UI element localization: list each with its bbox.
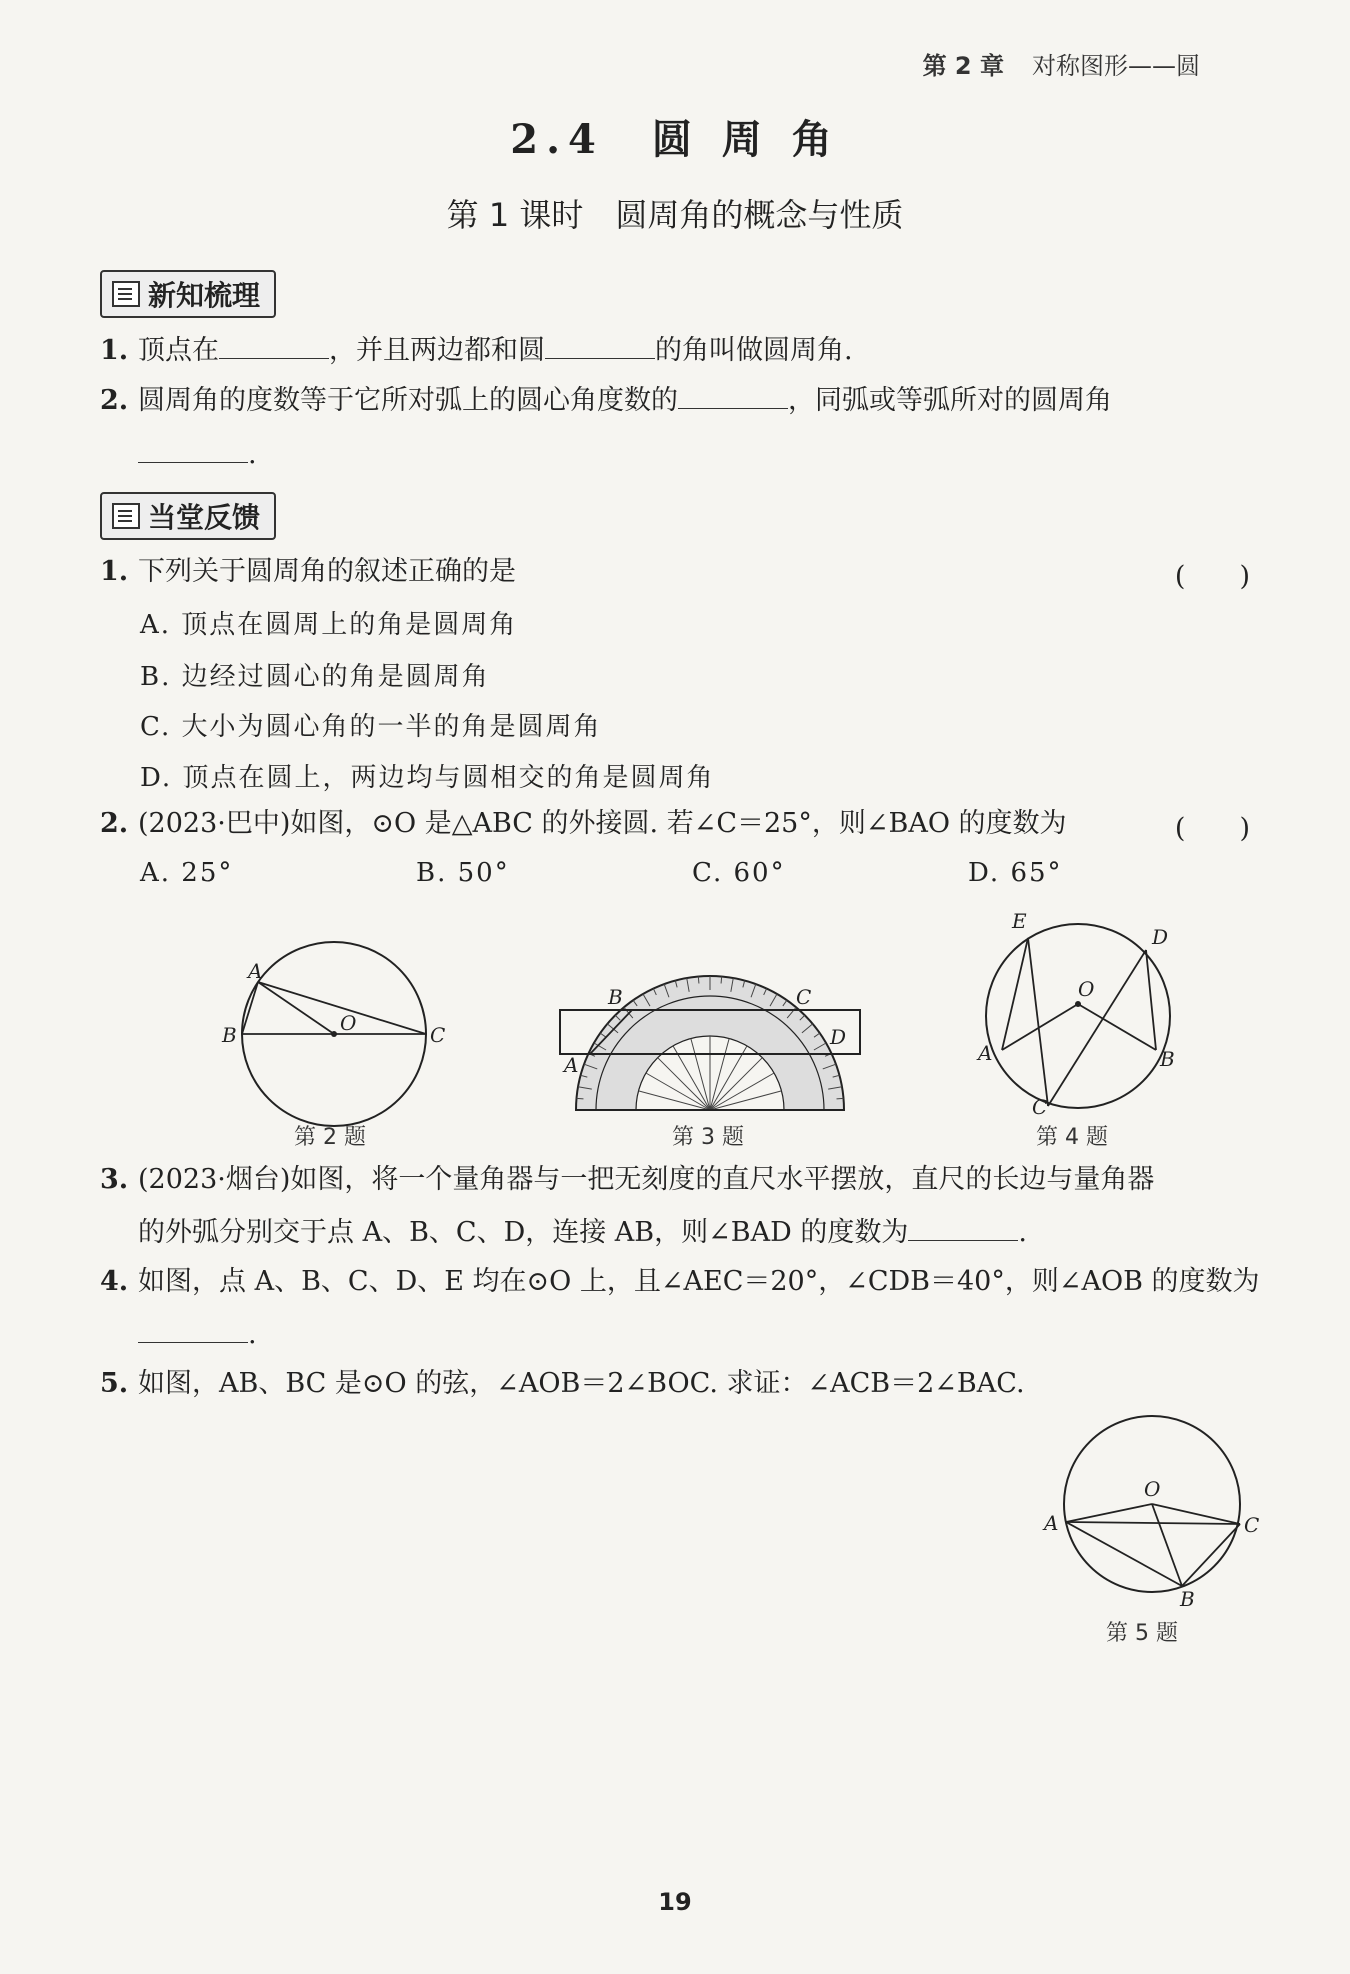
label-c: C: [430, 1023, 446, 1047]
option-c[interactable]: C. 大小为圆心角的一半的角是圆周角: [140, 712, 602, 742]
segment-ac: [1066, 1522, 1240, 1524]
figure-3-caption: 第 3 题: [672, 1125, 744, 1150]
section-label: 当堂反馈: [148, 501, 261, 534]
knowledge-item-1: 1. 顶点在 ，并且两边都和圆 的角叫做圆周角.: [100, 332, 853, 369]
segment-ob: [1078, 1004, 1156, 1050]
label-b: B: [1160, 1047, 1175, 1071]
label-o: O: [1144, 1477, 1161, 1501]
segment-ao: [1066, 1504, 1152, 1522]
book-icon: [112, 281, 140, 307]
label-a: A: [1044, 1511, 1059, 1535]
figure-5-circle-diagram: [1040, 1400, 1260, 1620]
label-c: C: [796, 985, 812, 1009]
question-2: 2. (2023·巴中)如图，⊙O 是△ABC 的外接圆. 若∠C＝25°，则∠BAO 的度数为: [100, 808, 1067, 839]
answer-blank[interactable]: [138, 436, 248, 463]
center-point: [1075, 1001, 1081, 1007]
label-c: C: [1244, 1513, 1260, 1537]
chapter-title: 对称图形——圆: [1032, 52, 1200, 80]
tick-mark: [577, 1098, 584, 1099]
figure-4-caption: 第 4 题: [1036, 1125, 1108, 1150]
answer-blank[interactable]: [545, 332, 655, 359]
option-c[interactable]: C. 60°: [692, 858, 786, 888]
question-4-cont: .: [138, 1316, 257, 1353]
label-a: A: [248, 959, 263, 983]
figure-3-protractor-diagram: [550, 960, 870, 1120]
chapter-header: [923, 46, 1200, 81]
segment-ec: [1028, 938, 1048, 1106]
segment-ab: [242, 982, 258, 1034]
section-header-feedback: [100, 492, 276, 540]
label-c: C: [1032, 1095, 1048, 1119]
answer-blank[interactable]: [219, 332, 329, 359]
label-b: B: [222, 1023, 237, 1047]
knowledge-item-2-cont: .: [138, 436, 257, 473]
option-d[interactable]: D. 顶点在圆上，两边均与圆相交的角是圆周角: [140, 763, 715, 793]
label-o: O: [1078, 977, 1095, 1001]
pencil-icon: [112, 503, 140, 529]
tick-mark: [698, 977, 699, 984]
answer-blank[interactable]: [908, 1214, 1018, 1241]
label-d: D: [830, 1025, 847, 1049]
figure-4-circle-diagram: [970, 900, 1190, 1120]
question-3-cont: 的外弧分别交于点 A、B、C、D，连接 AB，则∠BAD 的度数为 .: [138, 1214, 1027, 1251]
tick-mark: [837, 1098, 844, 1099]
option-a[interactable]: A. 25°: [140, 858, 234, 888]
figure-5-caption: 第 5 题: [1106, 1621, 1178, 1646]
segment-ea: [1002, 938, 1028, 1050]
chapter-number: 第 2 章: [922, 52, 1004, 80]
answer-parentheses[interactable]: ( ): [1174, 813, 1250, 844]
figure-2-caption: 第 2 题: [294, 1125, 366, 1150]
segment-oc: [1152, 1504, 1240, 1524]
label-a: A: [978, 1041, 993, 1065]
page-title: 2.4 圆 周 角: [510, 116, 840, 163]
segment-ao: [258, 982, 334, 1034]
option-b[interactable]: B. 边经过圆心的角是圆周角: [140, 662, 490, 692]
segment-ab: [1066, 1522, 1182, 1586]
question-4: 4. 如图，点 A、B、C、D、E 均在⊙O 上，且∠AEC＝20°，∠CDB＝40°，则∠AOB 的度数为: [100, 1266, 1260, 1297]
answer-blank[interactable]: [138, 1316, 248, 1343]
section-label: 新知梳理: [148, 279, 261, 312]
label-o: O: [340, 1011, 357, 1035]
label-b: B: [608, 985, 623, 1009]
center-point: [331, 1031, 337, 1037]
segment-ob: [1152, 1504, 1182, 1586]
page-subtitle: 第 1 课时 圆周角的概念与性质: [446, 196, 904, 234]
label-d: D: [1152, 925, 1169, 949]
page-number: 19: [658, 1888, 692, 1916]
option-d[interactable]: D. 65°: [968, 858, 1063, 888]
knowledge-item-2: 2. 圆周角的度数等于它所对弧上的圆心角度数的 ，同弧或等弧所对的圆周角: [100, 382, 1112, 419]
option-a[interactable]: A. 顶点在圆周上的角是圆周角: [140, 610, 518, 640]
answer-parentheses[interactable]: ( ): [1174, 561, 1250, 592]
label-a: A: [564, 1053, 579, 1077]
question-5: 5. 如图，AB、BC 是⊙O 的弦，∠AOB＝2∠BOC. 求证：∠ACB＝2∠BAC.: [100, 1368, 1025, 1399]
segment-dc: [1048, 950, 1146, 1106]
section-header-knowledge: [100, 270, 276, 318]
label-e: E: [1012, 909, 1027, 933]
option-b[interactable]: B. 50°: [416, 858, 510, 888]
label-b: B: [1180, 1587, 1195, 1611]
figure-2-circle-diagram: [200, 920, 460, 1130]
tick-mark: [721, 977, 722, 984]
answer-blank[interactable]: [678, 382, 788, 409]
question-1: 1. 下列关于圆周角的叙述正确的是: [100, 556, 516, 587]
circle: [986, 924, 1170, 1108]
segment-bc: [1182, 1524, 1240, 1586]
question-3: 3. (2023·烟台)如图，将一个量角器与一把无刻度的直尺水平摆放，直尺的长边与量角器: [100, 1164, 1155, 1195]
